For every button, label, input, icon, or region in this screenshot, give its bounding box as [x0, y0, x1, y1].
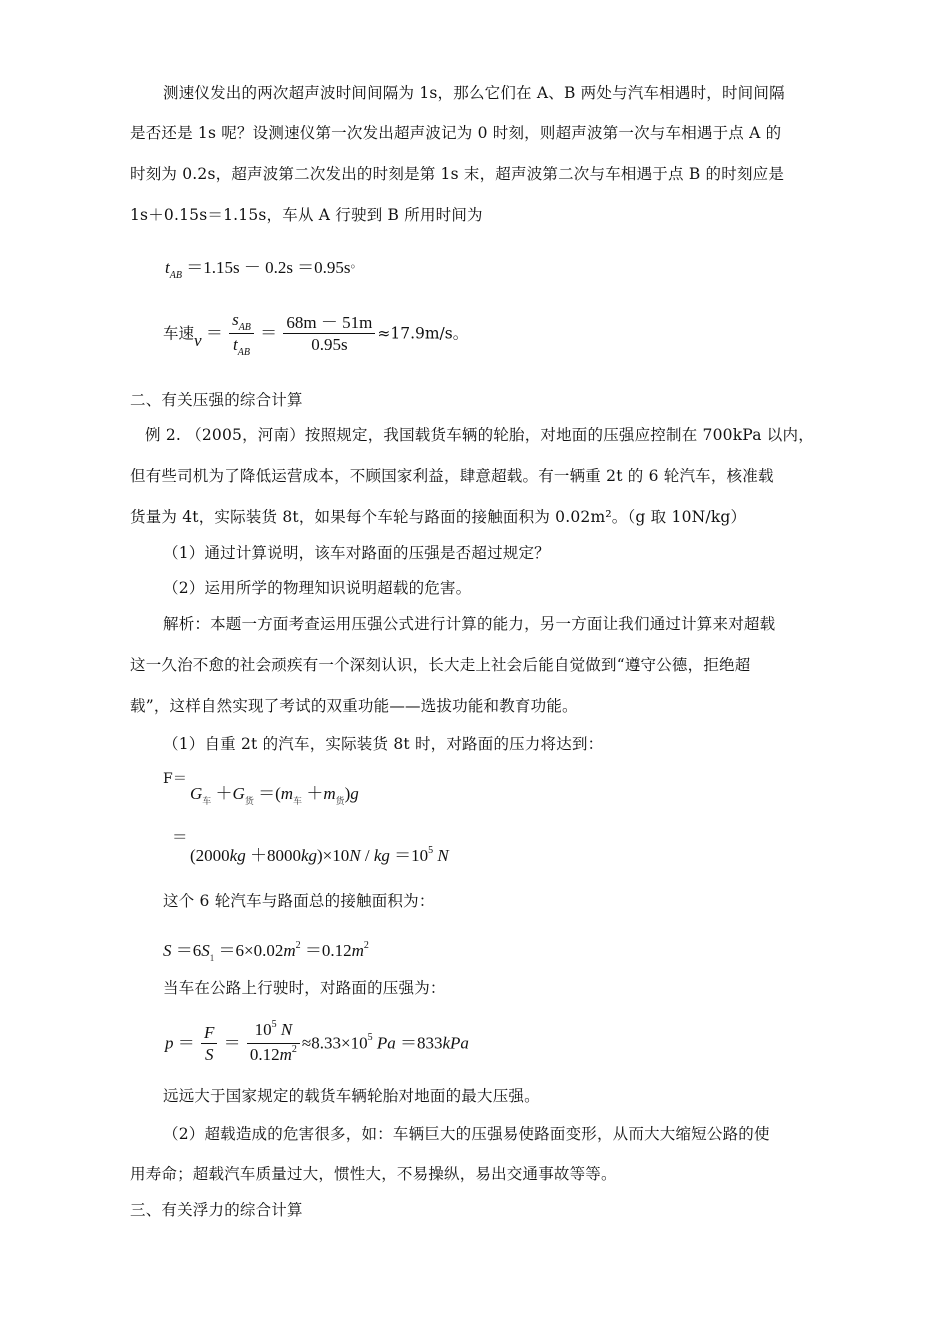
- text-line: 货量为 4t，实际装货 8t，如果每个车轮与路面的接触面积为 0.02m²。（g 取 10N/kg）: [130, 508, 747, 526]
- text-line: （2）运用所学的物理知识说明超载的危害。: [163, 579, 472, 597]
- text-line: （1）通过计算说明，该车对路面的压强是否超过规定？: [163, 544, 550, 562]
- text-line: 用寿命；超载汽车质量过大，惯性大，不易操纵，易出交通事故等等。: [130, 1165, 617, 1183]
- text-line: 测速仪发出的两次超声波时间间隔为 1s，那么它们在 A、B 两处与汽车相遇时，时间间隔: [163, 84, 785, 102]
- equation-force-lhs: F＝: [163, 771, 188, 787]
- equation-force: $G_车 +G_货 =(m_车 +m_货)g$: [190, 784, 359, 806]
- equation-pressure: p ＝ $\frac{F}{S}$ ＝ $\frac{10^5 N}{0.12m^2}$ $\approx 8.33\times 10^5$ Pa ＝833kPa: [165, 1019, 469, 1064]
- equation-tab: $t_{AB} =1.15s - 0.2s =0.95s^。$: [165, 256, 363, 281]
- text-line: 载”，这样自然实现了考试的双重功能——选拔功能和教育功能。: [130, 697, 578, 715]
- section-heading: 三、有关浮力的综合计算: [130, 1201, 303, 1219]
- text-line: （2）超载造成的危害很多，如：车辆巨大的压强易使路面变形，从而大大缩短公路的使: [163, 1125, 770, 1143]
- text-line: （1）自重 2t 的汽车，实际装货 8t 时，对路面的压力将达到：: [163, 735, 604, 753]
- text-line: 例 2. （2005，河南）按照规定，我国载货车辆的轮胎，对地面的压强应控制在 700kPa 以内，: [145, 426, 814, 444]
- text-line: 当车在公路上行驶时，对路面的压强为：: [163, 979, 446, 997]
- text-line: 这一久治不愈的社会顽疾有一个深刻认识，长大走上社会后能自觉做到“遵守公德，拒绝超: [130, 656, 751, 674]
- text-line: 1s＋0.15s＝1.15s，车从 A 行驶到 B 所用时间为: [130, 206, 483, 224]
- text-line: 远远大于国家规定的载货车辆轮胎对地面的最大压强。: [163, 1087, 540, 1105]
- equation-force-value: (2000kg ＋8000kg)×10N / kg $=10^5$ N: [190, 845, 449, 865]
- text-line: 这个 6 轮汽车与路面总的接触面积为：: [163, 892, 435, 910]
- equation-area: $S =6S_1 =6\times 0.02m^2 =0.12m^2$: [163, 940, 369, 963]
- equation-speed: 车速v ＝ $\frac{s_{AB}}{t_{AB}}$ ＝ $\frac{68m - 51m}{0.95s}$ ≈17.9m/s。: [163, 310, 469, 358]
- text-line: 是否还是 1s 呢？设测速仪第一次发出超声波记为 0 时刻，则超声波第一次与车相遇于点 A 的: [130, 124, 782, 142]
- text-line: 时刻为 0.2s，超声波第二次发出的时刻是第 1s 末，超声波第二次与车相遇于点 B 的时刻应是: [130, 165, 785, 183]
- text-line: 但有些司机为了降低运营成本，不顾国家利益，肆意超载。有一辆重 2t 的 6 轮汽车，核准载: [130, 467, 774, 485]
- text-line: 解析：本题一方面考查运用压强公式进行计算的能力，另一方面让我们通过计算来对超载: [163, 615, 776, 633]
- section-heading: 二、有关压强的综合计算: [130, 391, 303, 409]
- equals-sign: ＝: [172, 828, 188, 846]
